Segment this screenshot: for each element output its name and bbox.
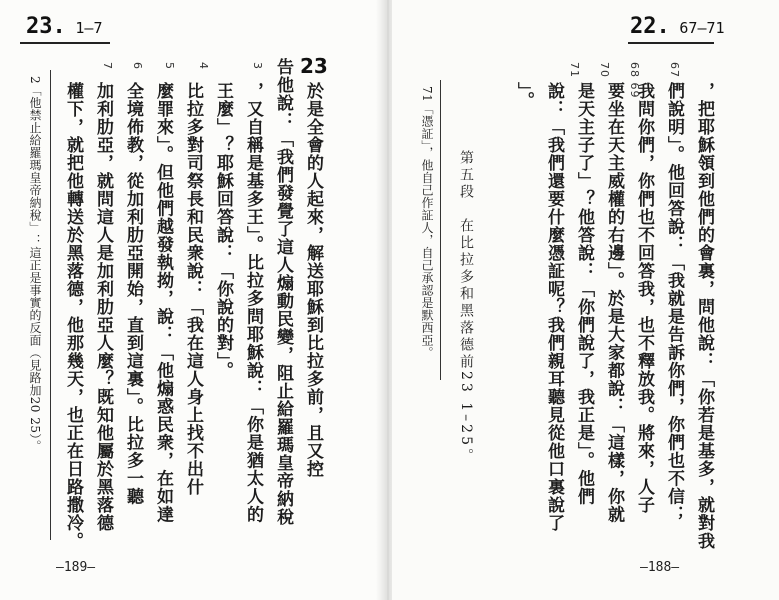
verse-number: 68 69	[628, 62, 641, 99]
left-body-column: 權下，就把他轉送於黑落德，他那幾天，也正在日路撒冷。	[63, 82, 83, 550]
verse-number: 4	[197, 62, 210, 70]
right-page-header	[630, 14, 725, 39]
right-page-number: —188—	[640, 560, 680, 575]
left-body-column: 全境佈教，從加利肋亞開始，直到這裏」。比拉多一聽	[123, 82, 143, 506]
left-chapter-number: 23.	[26, 14, 66, 39]
left-page-header	[26, 14, 102, 39]
right-verse-range: 67–71	[679, 19, 725, 37]
verse-number: 67	[668, 62, 681, 78]
left-body-column: 告他說：「我們發覺了這人煽動民變，阻止給羅瑪皇帝納稅	[273, 58, 293, 526]
right-body-column: 們說明」。他回答說：「我就是告訴你們，你們也不信；	[664, 82, 684, 524]
left-body-column: 麼罪來」。但他們越發執拗，說：「他煽惑民衆，在如達	[153, 82, 173, 524]
right-page	[392, 0, 779, 600]
right-body-column: ，把耶穌領到他們的會裏，問他說：「你若是基多，就對我	[694, 82, 714, 550]
footnote-divider	[50, 70, 51, 540]
right-body-column: 是天主子了」？他答說：「你們說了，我正是」。他們	[574, 82, 594, 506]
verse-number: 70	[598, 62, 611, 78]
verse-number: 3	[251, 62, 264, 70]
verse-number: 71	[568, 62, 581, 78]
left-verse-range: 1–7	[75, 19, 103, 37]
left-body-column: 比拉多對司祭長和民衆說：「我在這人身上找不出什	[183, 82, 203, 496]
left-body-column: 於是全會的人起來，解送耶穌到比拉多前，且又控	[303, 82, 323, 478]
right-body-column: 說：「我們還要什麼憑証呢？我們親耳聽見從他口裏說了	[544, 82, 564, 532]
right-chapter-number: 22.	[630, 14, 670, 39]
left-body-column: ，又自稱是基多王」。比拉多問耶穌說：「你是猶太人的	[243, 82, 263, 524]
right-header-rule	[628, 42, 714, 44]
verse-number: 7	[101, 62, 114, 70]
verse-number: 6	[131, 62, 144, 70]
section-heading: 第五段 在比拉多和黑落德前23 1–25。	[458, 150, 474, 465]
left-footnote: 2「他禁止給羅瑪皇帝納稅」：這正是事實的反面（見路加20 25）。	[28, 76, 42, 453]
right-body-column: 」。	[514, 82, 534, 110]
footnote-divider	[440, 80, 441, 380]
right-footnote: 71「憑証」，他自己作証人，自己承認是默西亞。	[420, 86, 434, 359]
left-page	[0, 0, 384, 600]
left-header-rule	[20, 42, 110, 44]
right-body-column: 要坐在天主威權的右邊」。於是大家都說：「這樣，你就	[604, 82, 624, 524]
left-page-number: —189—	[56, 560, 96, 575]
verse-number: 5	[163, 62, 176, 70]
right-body-column: 我問你們，你們也不回答我，也不釋放我。將來，人子	[634, 82, 654, 514]
chapter-mark: 23	[300, 54, 328, 78]
left-body-column: 王麼」？耶穌回答說：「你說的對」。	[213, 82, 233, 380]
left-body-column: 加利肋亞，就問這人是加利肋亞人麼？既知他屬於黑落德	[93, 82, 113, 532]
